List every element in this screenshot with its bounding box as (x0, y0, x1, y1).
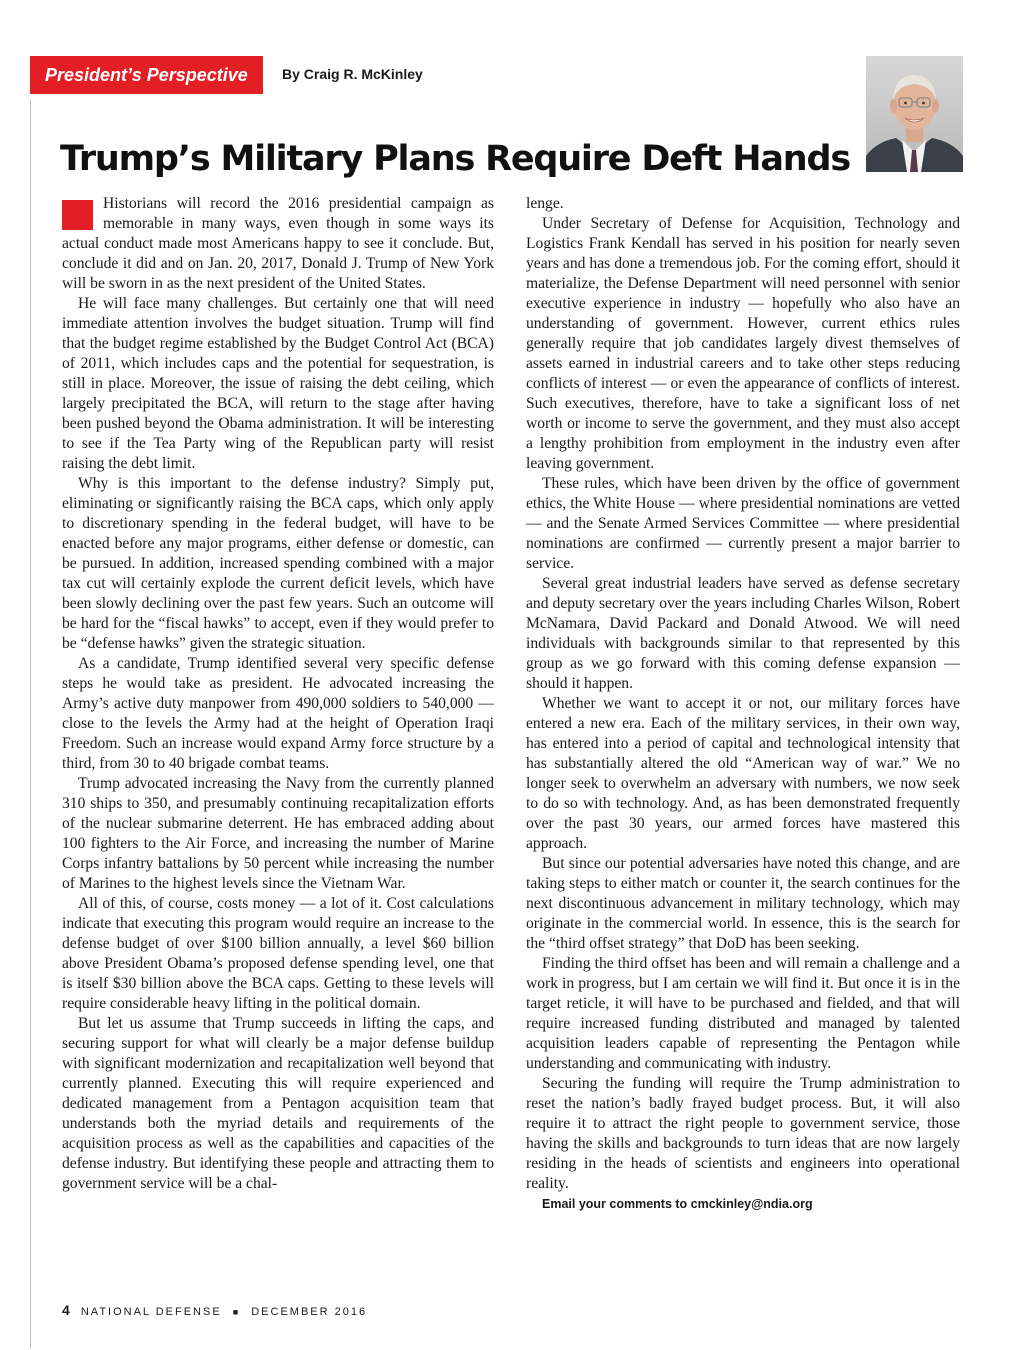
page-margin-rule (30, 100, 31, 1348)
page-number: 4 (62, 1302, 70, 1318)
article-paragraph-continuation: lenge. (526, 195, 564, 212)
page-footer (62, 1302, 367, 1318)
article-paragraph: Trump advocated increasing the Navy from the currently planned 310 ships to 350, and presumably continuing recapitalization efforts of the nuclear submarine deterrent. He has embraced adding about 100 fighters to the Air Force, and increasing the number of Marine Corps infantry battalions by 50 percent while increasing the number of Marines to the highest levels since the Vietnam War. (62, 775, 494, 892)
article-paragraph: But since our potential adversaries have noted this change, and are taking steps to either match or counter it, the search continues for the next discontinuous advancement in military technology, which may originate in the commercial world. In essence, this is the search for the “third offset strategy” that DoD has been seeking. (526, 855, 960, 952)
article-paragraph: Historians will record the 2016 presidential campaign as memorable in many ways, even though in some ways its actual conduct made most Americans happy to see it conclude. But, conclude it did and on Jan. 20, 2017, Donald J. Trump of New York will be sworn in as the next president of the United States. (62, 195, 494, 292)
article-column-left (62, 194, 494, 1194)
email-comments-note: Email your comments to cmckinley@ndia.org (542, 1197, 813, 1211)
article-paragraph: Securing the funding will require the Trump administration to reset the nation’s badly frayed budget process. But, it will also require it to attract the right people to government service, those having the skills and backgrounds to turn ideas that are now largely residing in the heads of scientists and engineers into operational reality. (526, 1075, 960, 1192)
article-column-right (526, 194, 960, 1214)
publication-name: NATIONAL DEFENSE (80, 1306, 222, 1318)
article-paragraph: Several great industrial leaders have served as defense secretary and deputy secretary over the years including Charles Wilson, Robert McNamara, David Packard and Donald Atwood. We will need individuals with backgrounds similar to that represented by this group as we go forward with this coming defense expansion — should it happen. (526, 575, 960, 692)
article-paragraph: These rules, which have been driven by the office of government ethics, the White House — where presidential nominations are vetted — and the Senate Armed Services Committee — where presidential nominations are confirmed — currently present a major barrier to service. (526, 475, 960, 572)
section-label: President’s Perspective (30, 56, 263, 94)
headline: Trump’s Military Plans Require Deft Hands (60, 139, 850, 179)
issue-date: DECEMBER 2016 (251, 1306, 368, 1318)
article-paragraph: But let us assume that Trump succeeds in lifting the caps, and securing support for what will clearly be a major defense buildup with significant modernization and recapitalization well beyond that currently planned. Executing this will require experienced and dedicated management from a Pentagon acquisition team that understands both the myriad details and requirements of the acquisition process as well as the capabilities and capacities of the defense industry. But identifying these people and attracting them to government service will be a chal- (62, 1015, 494, 1192)
drop-cap-square (62, 200, 93, 230)
byline: By Craig R. McKinley (282, 66, 423, 82)
author-portrait (866, 56, 963, 172)
footer-separator: ■ (232, 1307, 241, 1317)
article-paragraph: Finding the third offset has been and will remain a challenge and a work in progress, but I am certain we will find it. But once it is in the target reticle, it will have to be purchased and fielded, and that will require increased funding distributed and managed by talented acquisition leaders capable of representing the Pentagon while understanding and communicating with industry. (526, 955, 960, 1072)
article-paragraph: Why is this important to the defense industry? Simply put, eliminating or significantly raising the BCA caps, which only apply to discretionary spending in the federal budget, will have to be enacted before any major programs, either defense or domestic, can be pursued. In addition, increased spending combined with a major tax cut will certainly explode the current deficit levels, which have been slowly declining over the past few years. Such an outcome will be hard for the “fiscal hawks” to accept, even if they would prefer to be “defense hawks” given the strategic situation. (62, 475, 494, 652)
article-paragraph: All of this, of course, costs money — a lot of it. Cost calculations indicate that executing this program would require an increase to the defense budget of over $100 billion annually, a level $60 billion above President Obama’s proposed defense spending level, one that is itself $30 billion above the BCA caps. Getting to these levels will require considerable heavy lifting in the political domain. (62, 895, 494, 1012)
article-paragraph: Whether we want to accept it or not, our military forces have entered a new era. Each of the military services, in their own way, has entered into a period of capital and technological intensity that has substantially altered the old “American way of war.” We no longer seek to overwhelm an adversary with numbers, we now seek to do so with technology. And, as has been demonstrated frequently over the past 30 years, our armed forces have mastered this approach. (526, 695, 960, 852)
article-paragraph: He will face many challenges. But certainly one that will need immediate attention involves the budget situation. Trump will find that the budget regime established by the Budget Control Act (BCA) of 2011, which includes caps and the potential for sequestration, is still in place. Moreover, the issue of raising the debt ceiling, which largely precipitated the BCA, will return to the stage after having been pushed beyond the Obama administration. It will be interesting to see if the Tea Party wing of the Republican party will resist raising the debt limit. (62, 295, 494, 472)
article-paragraph: As a candidate, Trump identified several very specific defense steps he would take as president. He advocated increasing the Army’s active duty manpower from 490,000 soldiers to 540,000 — close to the levels the Army had at the height of Operation Iraqi Freedom. Such an increase would expand Army force structure by a third, from 30 to 40 brigade combat teams. (62, 655, 494, 772)
article-paragraph: Under Secretary of Defense for Acquisition, Technology and Logistics Frank Kendall has served in his position for nearly seven years and has done a tremendous job. For the coming effort, should it materialize, the Defense Department will need personnel with senior executive experience in industry — hopefully who also have an understanding of government. However, current ethics rules generally require that job candidates largely divest themselves of assets earned in industrial careers and to take other steps reducing conflicts of interest — or even the appearance of conflicts of interest. Such executives, therefore, have to take a significant loss of net worth or income to serve the government, and they must also accept a lengthy prohibition from employment in the industry even after leaving government. (526, 215, 960, 472)
